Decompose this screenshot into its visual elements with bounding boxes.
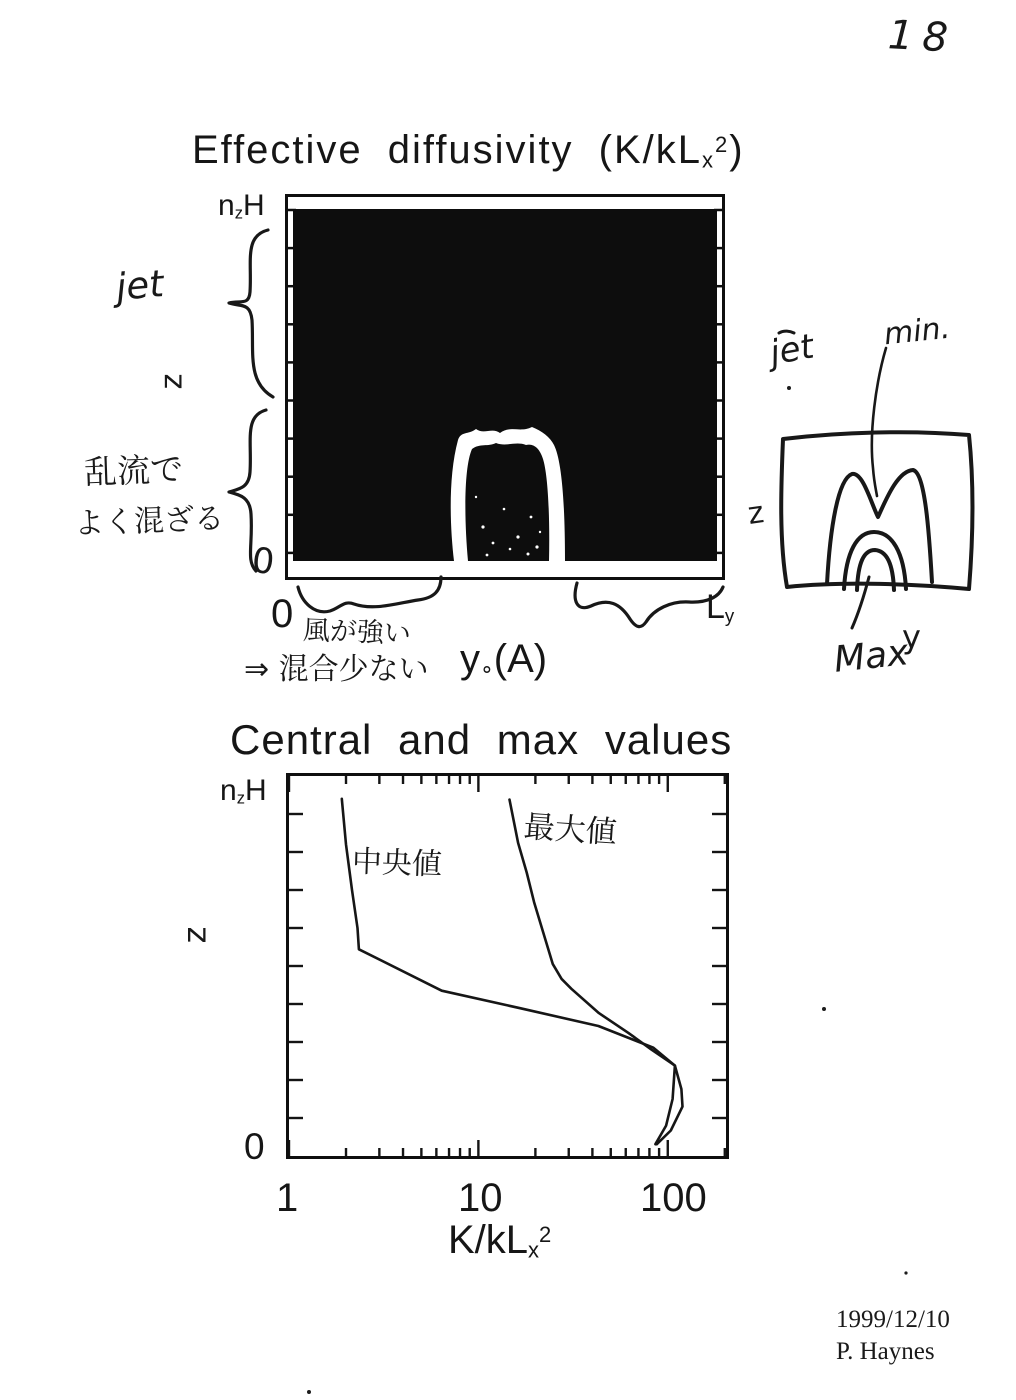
footer-date: 1999/12/10 <box>836 1306 950 1333</box>
figure1-xaxis-zero: 0 <box>271 592 294 636</box>
y0A-argument: (A) <box>493 637 548 681</box>
sketch-min-label: min. <box>882 310 952 353</box>
max-leader-line <box>852 577 869 628</box>
nzh2-z-subscript: z <box>236 789 245 808</box>
figure2-title: Central and max values <box>230 716 733 763</box>
figure1-yaxis-zero: 0 <box>249 540 277 584</box>
figure2-xtick-10: 10 <box>458 1176 503 1220</box>
nzh-z-subscript: z <box>234 204 243 223</box>
figure1-title-superscript: 2 <box>715 132 730 158</box>
figure2-plot <box>286 773 729 1159</box>
figure1-heatmap <box>288 197 722 577</box>
footer-author: P. Haynes <box>836 1338 935 1365</box>
sketch-jet-contour <box>827 470 932 584</box>
nzh2-n: n <box>220 774 237 807</box>
figure1-title <box>192 128 745 174</box>
figure1-plot <box>285 194 725 580</box>
turbulence-note-line2: よく混ざる <box>73 501 225 542</box>
figure1-title-main: Effective diffusivity (K/kL <box>192 128 703 172</box>
y0A-y: y <box>460 637 480 681</box>
wind-zone-brace <box>298 577 441 612</box>
sketch-y-axis-letter: y <box>902 618 921 656</box>
figure1-yaxis-top-label <box>218 189 265 223</box>
high-diffusivity-tongue-core <box>465 443 549 561</box>
figure1-title-subscript: x <box>702 147 716 173</box>
figure2-xaxis-label <box>448 1218 551 1264</box>
page-number: 18 <box>886 12 959 62</box>
jet-annotation: jet <box>114 262 166 309</box>
ly-zone-brace <box>575 583 723 627</box>
figure1-center-label <box>460 637 547 683</box>
mixing-note: ⇒ 混合少ない <box>244 652 429 687</box>
nzh-n: n <box>218 189 235 222</box>
figure1-title-close: ) <box>729 128 745 172</box>
sketch-box <box>781 432 972 589</box>
figure2-line-chart <box>289 776 726 1156</box>
y0A-circle-subscript: ∘ <box>480 656 494 682</box>
nzh2-H: H <box>244 774 267 807</box>
central-curve-label: 中央値 <box>351 844 443 883</box>
nzh-H: H <box>242 189 265 222</box>
jet-brace <box>229 230 273 397</box>
min-leader-line <box>872 348 886 496</box>
kklx-2-superscript: 2 <box>539 1222 552 1248</box>
kklx-x-subscript: x <box>528 1237 540 1263</box>
sketch-max-contour-inner <box>857 550 894 590</box>
max-curve-label: 最大値 <box>522 808 618 852</box>
kklx-main: K/kL <box>448 1218 529 1262</box>
figure2-yaxis-top-label <box>220 774 267 808</box>
Ly-L: L <box>706 588 725 626</box>
wind-note: 風が強い <box>302 615 412 650</box>
figure2-yaxis-zero: 0 <box>244 1126 265 1167</box>
sketch-jet-label: jet <box>766 326 817 374</box>
figure1-xaxis-Ly <box>706 588 734 627</box>
figure2-xtick-100: 100 <box>640 1176 707 1220</box>
Ly-y-subscript: y <box>724 604 735 626</box>
figure2-xtick-1: 1 <box>276 1176 299 1220</box>
figure2-z-axis-letter: z <box>175 926 214 944</box>
sketch-z-axis-letter: z <box>745 495 767 532</box>
sketch-max-contour-outer <box>844 532 906 589</box>
turbulence-note-line1: 乱流で <box>83 449 184 492</box>
figure1-z-axis-letter: z <box>154 373 190 390</box>
sketch-max-label: Max <box>832 632 911 681</box>
